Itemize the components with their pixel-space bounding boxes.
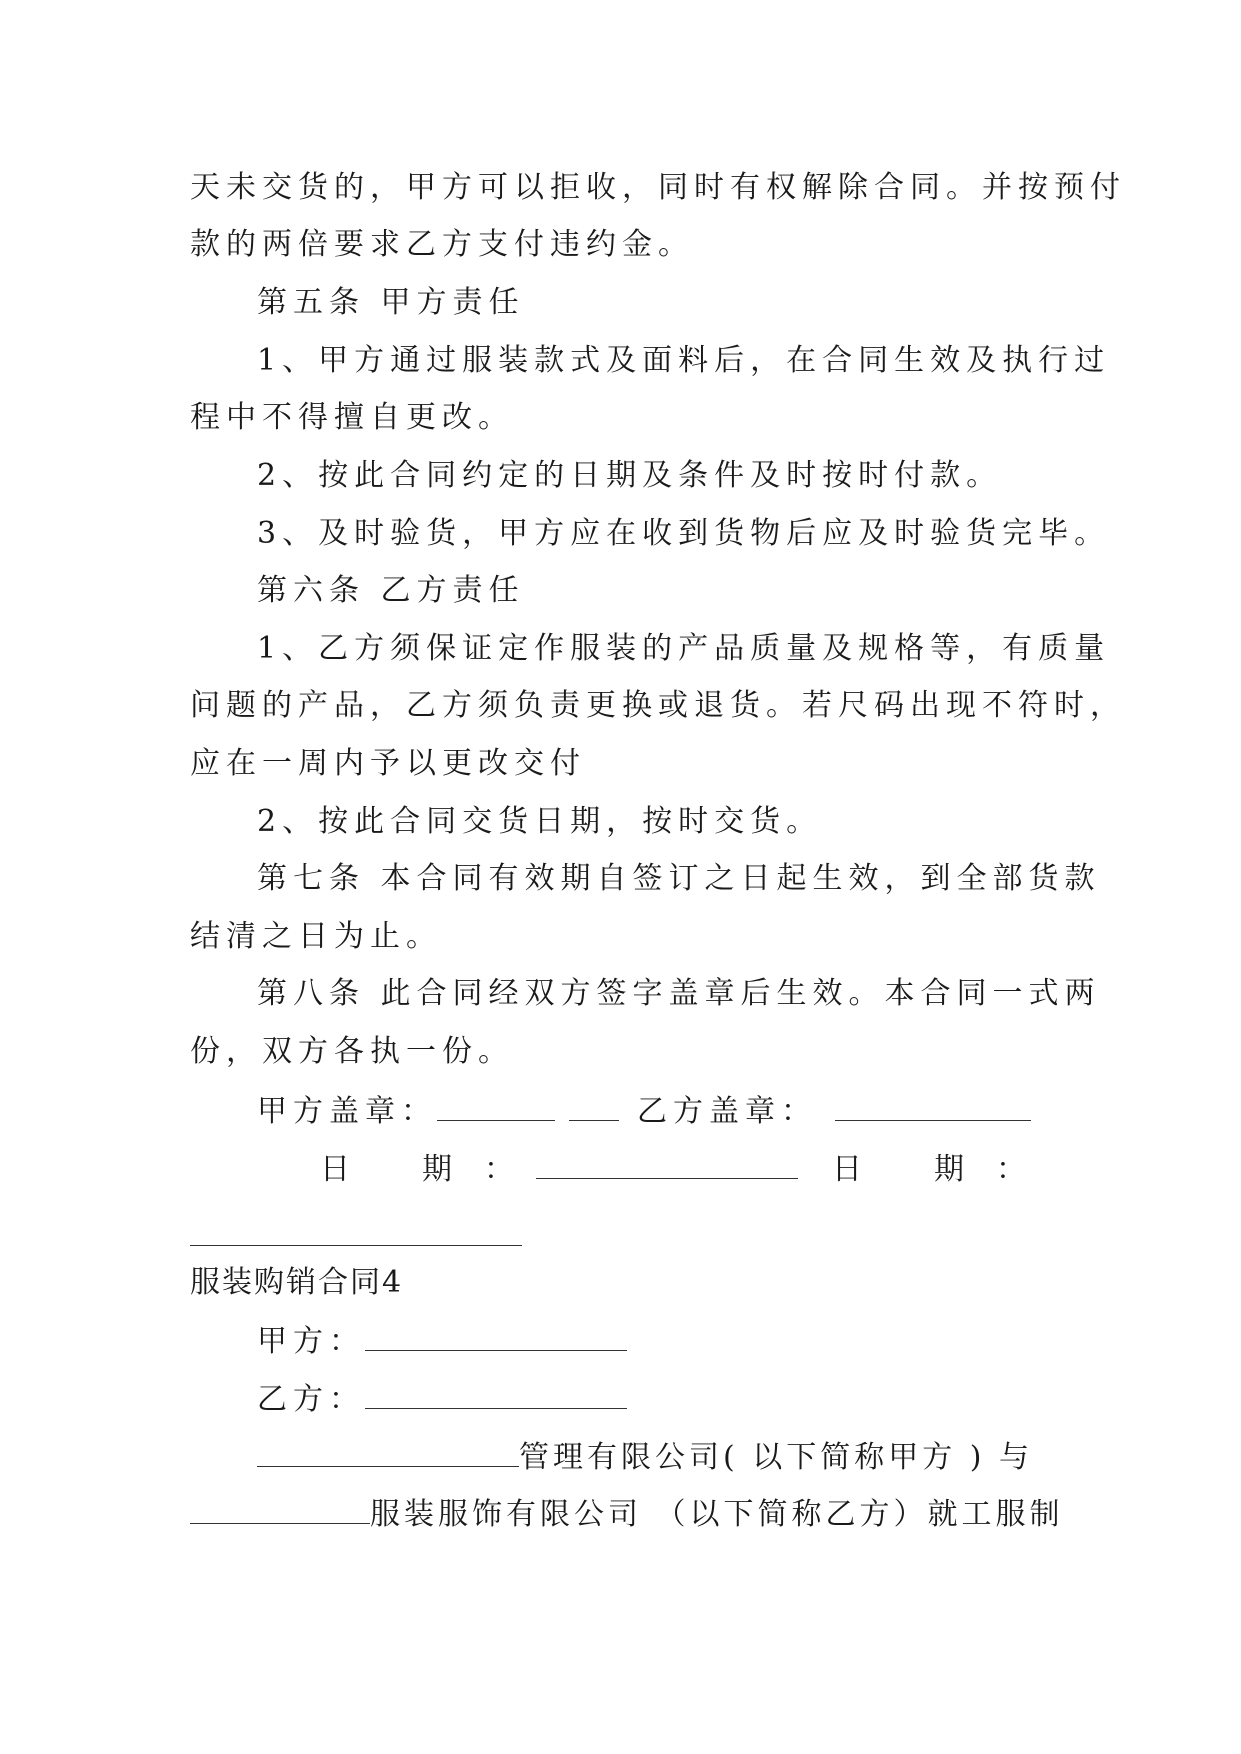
date-b-char2: 期 [934,1152,964,1187]
company-b-line [190,1493,1064,1535]
date-b-char1: 日 [832,1152,862,1187]
paragraph-line: 天未交货的，甲方可以拒收，同时有权解除合同。并按预付 [190,170,1126,205]
date-a-colon: ： [484,1152,514,1187]
party-a-seal-blank-2[interactable] [569,1090,619,1121]
paragraph-line: 份，双方各执一份。 [190,1034,514,1069]
article-7-line: 第七条 本合同有效期自签订之日起生效，到全部货款 [257,861,1101,896]
article-5-heading: 第五条 甲方责任 [257,285,525,320]
paragraph-line: 问题的产品，乙方须负责更换或退货。若尺码出现不符时， [190,688,1126,723]
date-a-blank[interactable] [536,1148,798,1179]
party-a-blank[interactable] [365,1320,627,1351]
party-b-label: 乙方： [257,1382,365,1417]
date-a-char1: 日 [320,1152,350,1187]
article-6-heading: 第六条 乙方责任 [257,573,525,608]
party-a-label: 甲方： [257,1324,365,1359]
date-line [320,1148,1026,1190]
contract-4-title: 服装购销合同4 [190,1265,404,1300]
company-b-blank[interactable] [190,1493,370,1524]
date-b-blank[interactable] [190,1245,522,1246]
party-b-seal-label: 乙方盖章： [637,1094,817,1129]
party-a-seal-blank[interactable] [437,1090,555,1121]
company-b-text: 服装服饰有限公司 （以下简称乙方）就工服制 [370,1497,1064,1532]
party-b-blank[interactable] [365,1378,627,1409]
date-a-char2: 期 [422,1152,452,1187]
paragraph-line: 1、乙方须保证定作服装的产品质量及规格等，有质量 [257,631,1111,666]
paragraph-line: 2、按此合同约定的日期及条件及时按时付款。 [257,458,1003,493]
paragraph-line: 1、甲方通过服装款式及面料后，在合同生效及执行过 [257,343,1111,378]
date-b-colon: ： [996,1152,1026,1187]
party-a-line [257,1320,627,1362]
paragraph-line: 程中不得擅自更改。 [190,400,514,435]
paragraph-line: 2、按此合同交货日期，按时交货。 [257,804,823,839]
company-a-text: 管理有限公司( 以下简称甲方 ) 与 [519,1440,1034,1475]
seal-line [257,1090,1031,1132]
party-b-line [257,1378,627,1420]
party-b-seal-blank[interactable] [835,1090,1031,1121]
article-8-line: 第八条 此合同经双方签字盖章后生效。本合同一式两 [257,976,1101,1011]
paragraph-line: 结清之日为止。 [190,919,442,954]
paragraph-line: 款的两倍要求乙方支付违约金。 [190,227,694,262]
paragraph-line: 应在一周内予以更改交付 [190,746,586,781]
company-a-line [257,1436,1033,1478]
company-a-blank[interactable] [257,1436,519,1467]
party-a-seal-label: 甲方盖章： [257,1094,437,1129]
paragraph-line: 3、及时验货，甲方应在收到货物后应及时验货完毕。 [257,516,1111,551]
